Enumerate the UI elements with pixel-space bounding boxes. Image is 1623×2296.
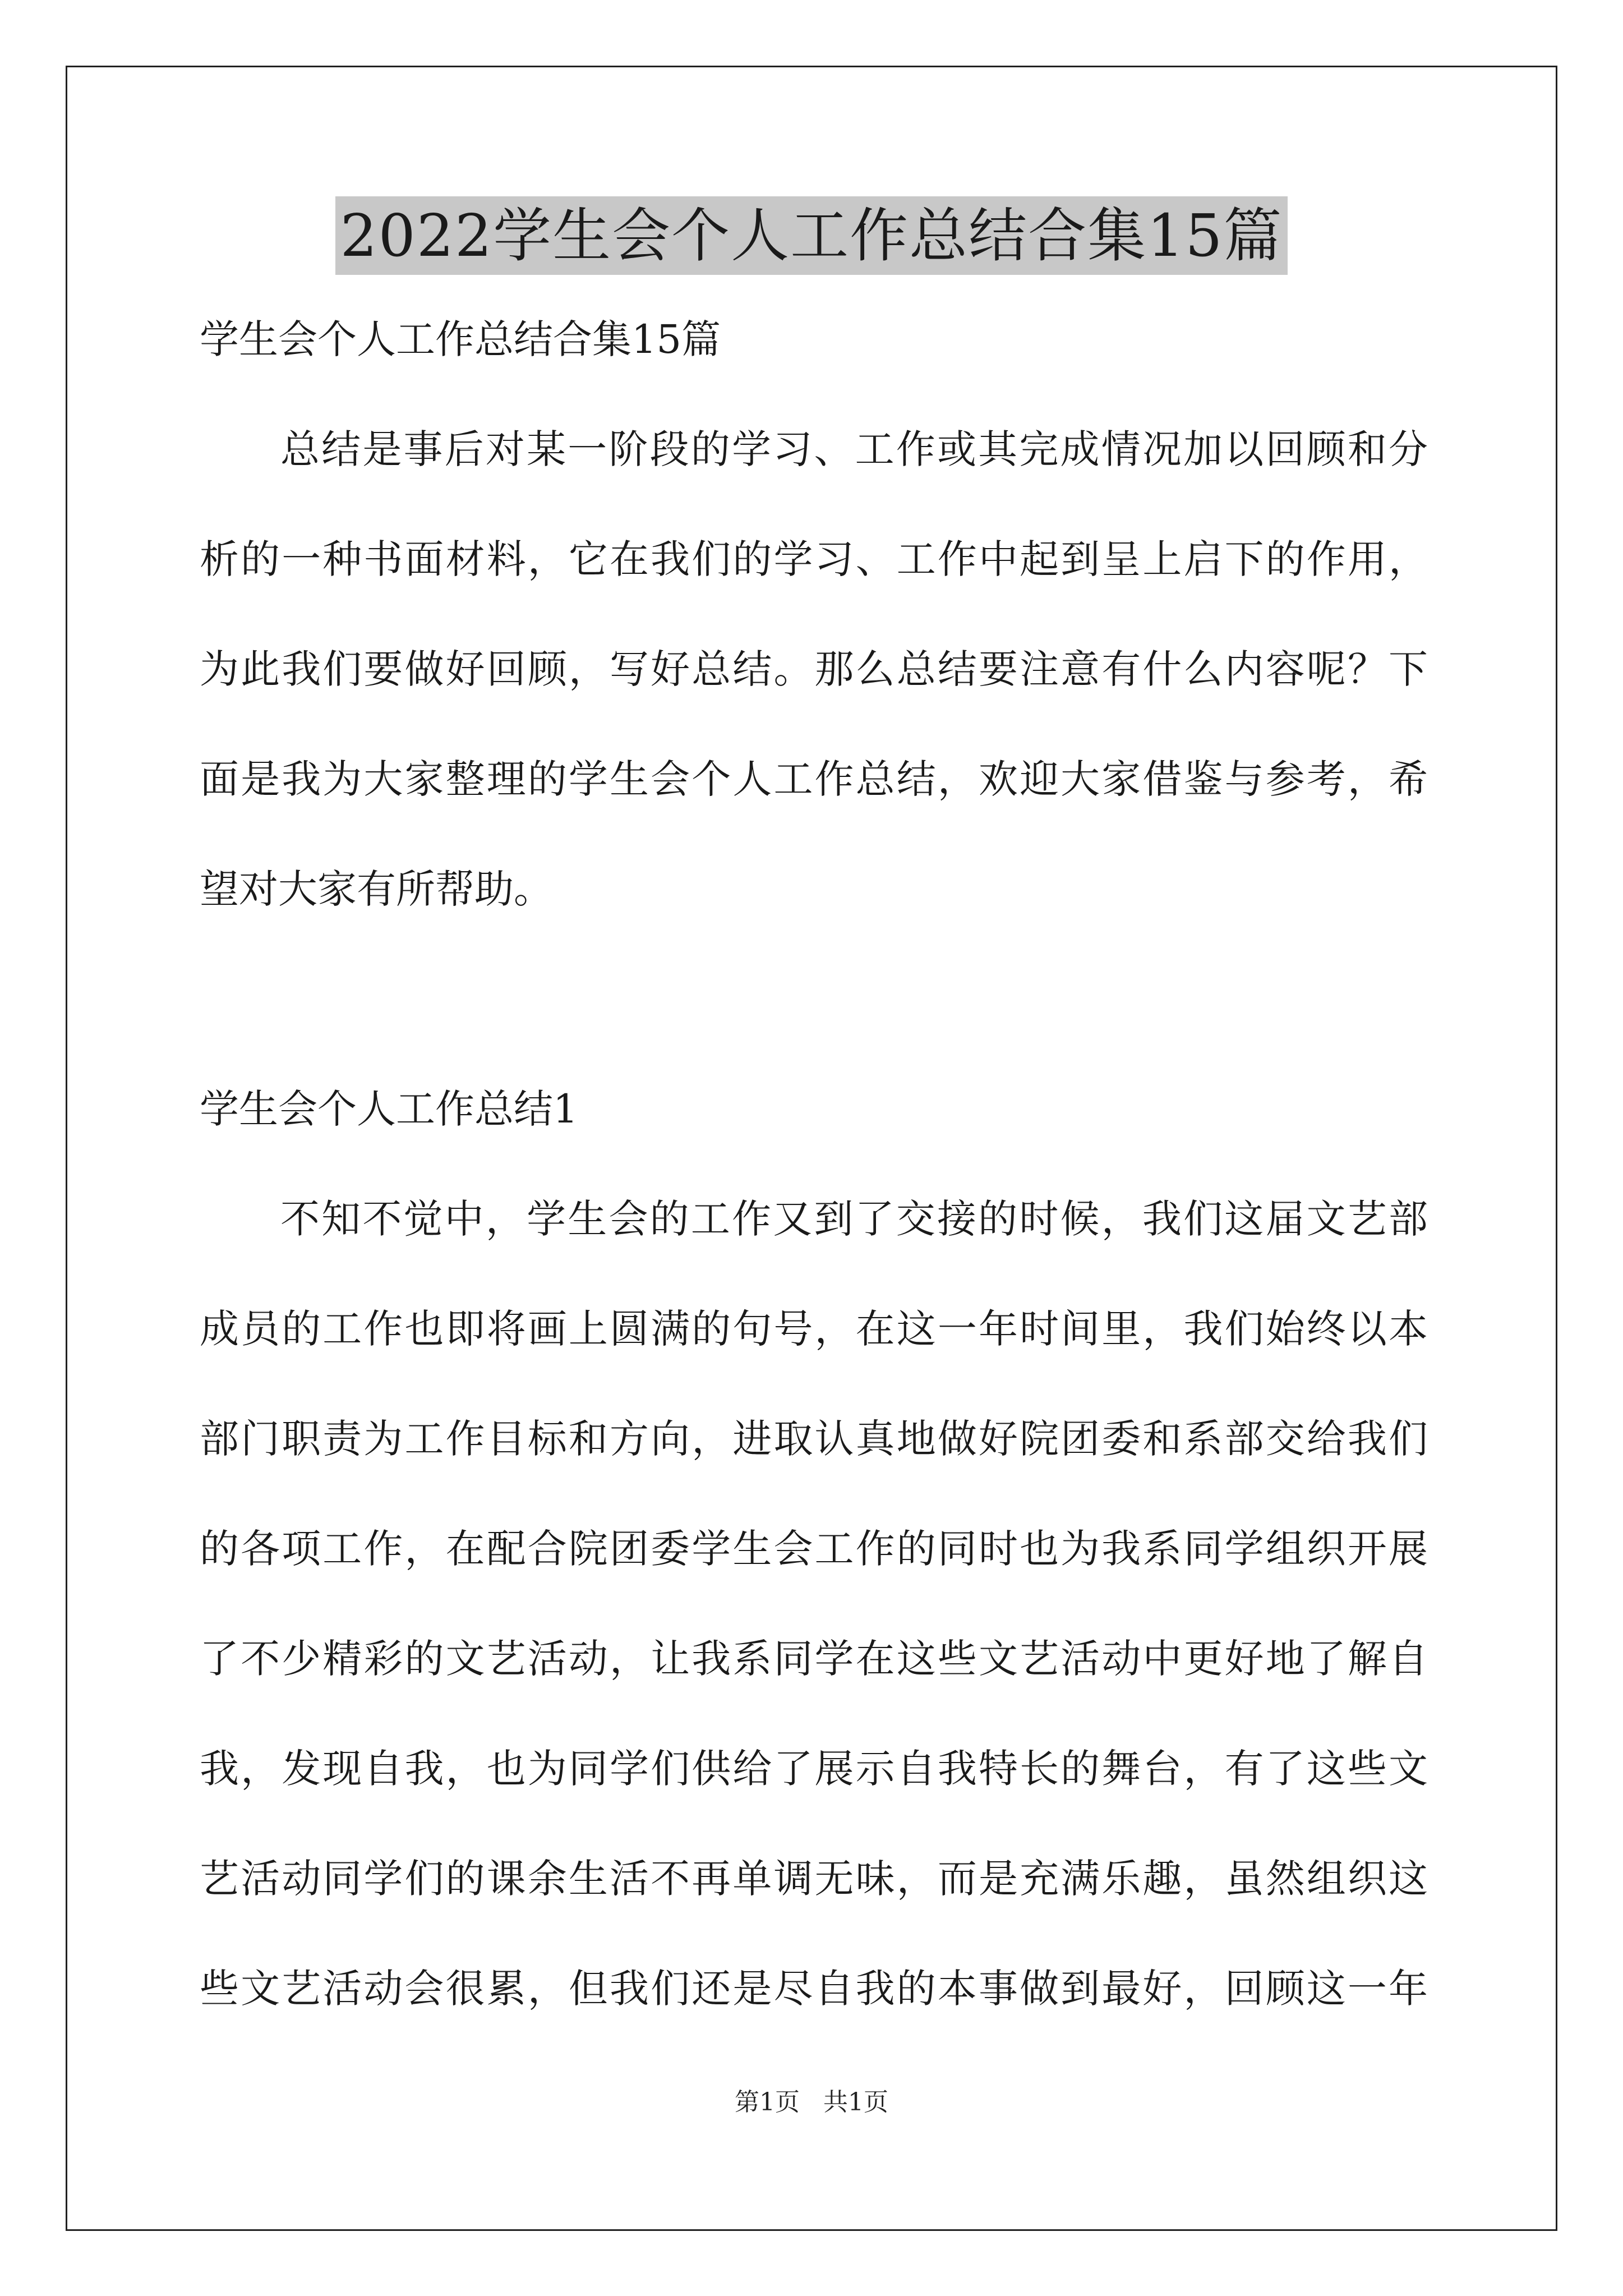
document-body <box>200 311 1428 2070</box>
intro-line: 析的一种书面材料，它在我们的学习、工作中起到呈上启下的作用， <box>200 536 1428 582</box>
section-line: 些文艺活动会很累，但我们还是尽自我的本事做到最好，回顾这一年 <box>200 1966 1428 2012</box>
paragraph-gap <box>200 971 1428 1081</box>
intro-line: 为此我们要做好回顾，写好总结。那么总结要注意有什么内容呢？下 <box>200 646 1428 692</box>
intro-line: 总结是事后对某一阶段的学习、工作或其完成情况加以回顾和分 <box>280 426 1428 472</box>
section-line: 部门职责为工作目标和方向，进取认真地做好院团委和系部交给我们 <box>200 1416 1428 1462</box>
section-line: 了不少精彩的文艺活动，让我系同学在这些文艺活动中更好地了解自 <box>200 1636 1428 1682</box>
section-heading: 学生会个人工作总结1 <box>200 1086 578 1132</box>
section-line: 成员的工作也即将画上圆满的句号，在这一年时间里，我们始终以本 <box>200 1306 1428 1352</box>
document-title: 2022学生会个人工作总结合集15篇 <box>335 196 1287 275</box>
section-line: 艺活动同学们的课余生活不再单调无味，而是充满乐趣，虽然组织这 <box>200 1856 1428 1902</box>
page-total-label: 共1页 <box>823 2088 888 2116</box>
section-line: 我，发现自我，也为同学们供给了展示自我特长的舞台，有了这些文 <box>200 1746 1428 1792</box>
section-line: 不知不觉中，学生会的工作又到了交接的时候，我们这届文艺部 <box>280 1196 1428 1242</box>
document-subtitle: 学生会个人工作总结合集15篇 <box>200 316 721 362</box>
page-number-label: 第1页 <box>735 2088 800 2116</box>
page-footer <box>0 2086 1623 2119</box>
intro-line: 面是我为大家整理的学生会个人工作总结，欢迎大家借鉴与参考，希 <box>200 756 1428 802</box>
section-line: 的各项工作，在配合院团委学生会工作的同时也为我系同学组织开展 <box>200 1526 1428 1572</box>
intro-line: 望对大家有所帮助。 <box>200 866 553 912</box>
title-area <box>0 196 1623 275</box>
